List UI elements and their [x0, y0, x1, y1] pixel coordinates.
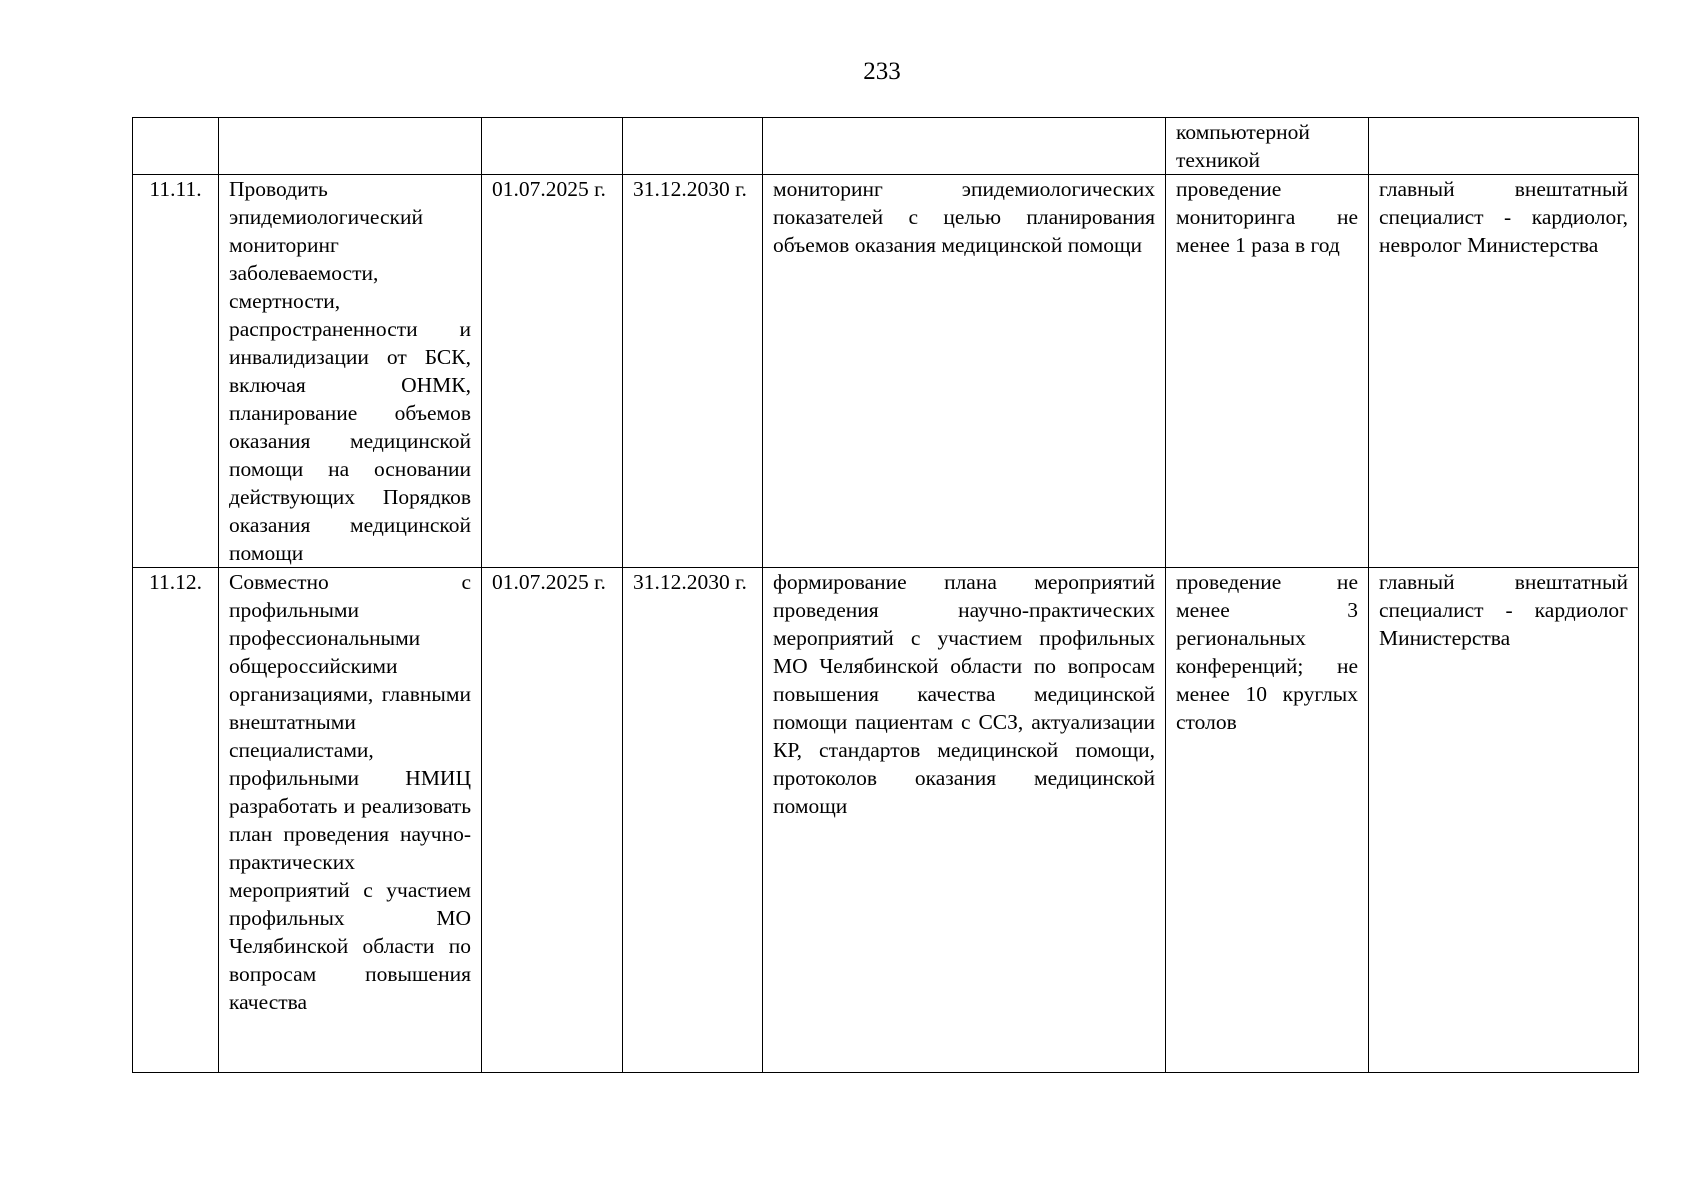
- cell-number: [133, 118, 219, 175]
- cell-number: 11.12.: [133, 568, 219, 1073]
- page-number: 233: [863, 58, 901, 85]
- table-row: [133, 568, 1639, 1073]
- cell-result: [763, 118, 1166, 175]
- cell-end-date: [623, 118, 763, 175]
- cell-indicator: проведение мониторинга не менее 1 раза в год: [1166, 175, 1369, 568]
- cell-responsible: [1369, 118, 1639, 175]
- cell-responsible: главный внештатный специалист - кардиолог Министерства: [1369, 568, 1639, 1073]
- cell-action: Совместно с профильными профессиональными общероссийскими организациями, главными внештатными специалистами, профильными НМИЦ разработать и реализовать план проведения научно-практических мероприятий с участием профильных МО Челябинской области по вопросам повышения качества: [219, 568, 482, 1073]
- table-row: [133, 118, 1639, 175]
- cell-indicator: компьютерной техникой: [1166, 118, 1369, 175]
- cell-start-date: [482, 118, 623, 175]
- cell-action: Проводить эпидемиологический мониторинг заболеваемости, смертности, распространенности и инвалидизации от БСК, включая ОНМК, планирование объемов оказания медицинской помощи на основании действующих Порядков оказания медицинской помощи: [219, 175, 482, 568]
- measures-table: [132, 117, 1639, 1073]
- cell-action: [219, 118, 482, 175]
- cell-indicator: проведение не менее 3 региональных конференций; не менее 10 круглых столов: [1166, 568, 1369, 1073]
- cell-end-date: 31.12.2030 г.: [623, 175, 763, 568]
- table-row: [133, 175, 1639, 568]
- cell-result: мониторинг эпидемиологических показателей с целью планирования объемов оказания медицинской помощи: [763, 175, 1166, 568]
- cell-start-date: 01.07.2025 г.: [482, 568, 623, 1073]
- cell-responsible: главный внештатный специалист - кардиолог, невролог Министерства: [1369, 175, 1639, 568]
- cell-start-date: 01.07.2025 г.: [482, 175, 623, 568]
- cell-number: 11.11.: [133, 175, 219, 568]
- cell-end-date: 31.12.2030 г.: [623, 568, 763, 1073]
- cell-result: формирование плана мероприятий проведения научно-практических мероприятий с участием профильных МО Челябинской области по вопросам повышения качества медицинской помощи пациентам с ССЗ, актуализации КР, стандартов медицинской помощи, протоколов оказания медицинской помощи: [763, 568, 1166, 1073]
